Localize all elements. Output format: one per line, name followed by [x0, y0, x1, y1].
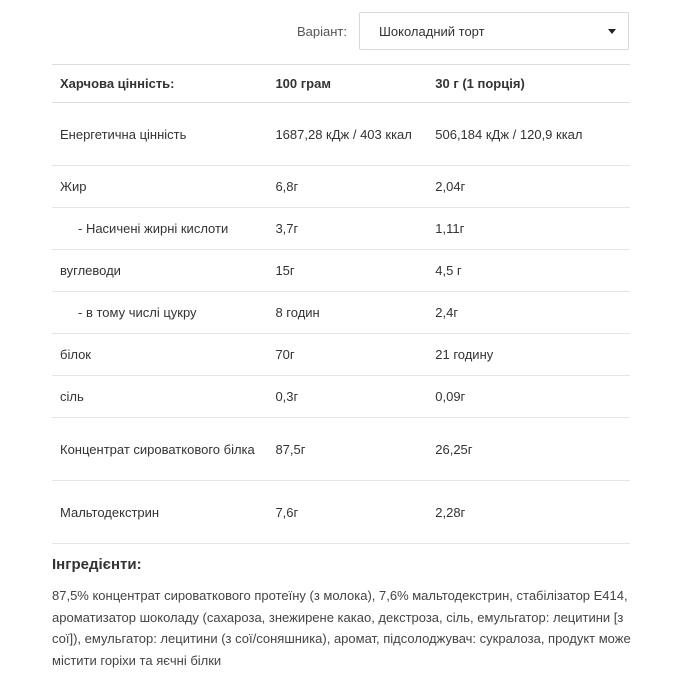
nutrient-per-100g: 6,8г — [267, 166, 427, 208]
nutrient-name: - в тому числі цукру — [52, 292, 267, 334]
nutrient-per-100g: 3,7г — [267, 208, 427, 250]
nutrition-table — [52, 64, 630, 544]
nutrient-per-serving: 1,11г — [427, 208, 630, 250]
nutrient-name: Жир — [52, 166, 267, 208]
table-row — [52, 334, 630, 376]
variant-selector-row — [0, 12, 700, 52]
nutrient-name: Енергетична цінність — [52, 103, 267, 166]
nutrient-per-serving: 0,09г — [427, 376, 630, 418]
nutrient-per-100g: 70г — [267, 334, 427, 376]
header-per-100g: 100 грам — [267, 65, 427, 103]
nutrient-name: білок — [52, 334, 267, 376]
variant-label: Варіант: — [297, 24, 347, 39]
ingredients-text: 87,5% концентрат сироваткового протеїну (з молока), 7,6% мальтодекстрин, стабілізатор E414, ароматизатор шоколаду (сахароза, знежирене какао, декстроза, сіль, емульгатор: лецитини [з сої]), емульгатор: лецитини (з сої/соняшника), аромат, підсолоджувач: сукралоза, продукт може містити горіхи та яєчні білки — [52, 588, 631, 668]
nutrient-per-100g: 0,3г — [267, 376, 427, 418]
nutrient-name: сіль — [52, 376, 267, 418]
nutrient-per-100g: 8 годин — [267, 292, 427, 334]
nutrient-per-100g: 15г — [267, 250, 427, 292]
nutrient-per-serving: 2,4г — [427, 292, 630, 334]
nutrient-name: Мальтодекстрин — [52, 481, 267, 544]
variant-dropdown[interactable] — [359, 12, 629, 50]
chevron-down-icon — [608, 29, 616, 34]
table-row — [52, 208, 630, 250]
table-row — [52, 292, 630, 334]
nutrient-per-serving: 21 годину — [427, 334, 630, 376]
header-per-serving: 30 г (1 порція) — [427, 65, 630, 103]
table-row — [52, 166, 630, 208]
variant-selected-value: Шоколадний торт — [379, 24, 485, 39]
nutrient-name: вуглеводи — [52, 250, 267, 292]
nutrient-name: Концентрат сироваткового білка — [52, 418, 267, 481]
nutrient-per-100g: 7,6г — [267, 481, 427, 544]
nutrient-per-serving: 26,25г — [427, 418, 630, 481]
nutrient-per-100g: 87,5г — [267, 418, 427, 481]
nutrient-per-serving: 2,04г — [427, 166, 630, 208]
table-row — [52, 103, 630, 166]
table-row — [52, 376, 630, 418]
ingredients-title: Інгредієнти: — [52, 556, 142, 573]
table-header-row — [52, 65, 630, 103]
nutrient-per-serving: 2,28г — [427, 481, 630, 544]
table-row — [52, 418, 630, 481]
table-row — [52, 481, 630, 544]
nutrient-per-100g: 1687,28 кДж / 403 ккал — [267, 103, 427, 166]
header-nutrition-value: Харчова цінність: — [52, 65, 267, 103]
table-row — [52, 250, 630, 292]
nutrient-per-serving: 4,5 г — [427, 250, 630, 292]
nutrient-per-serving: 506,184 кДж / 120,9 ккал — [427, 103, 630, 166]
nutrient-name: - Насичені жирні кислоти — [52, 208, 267, 250]
